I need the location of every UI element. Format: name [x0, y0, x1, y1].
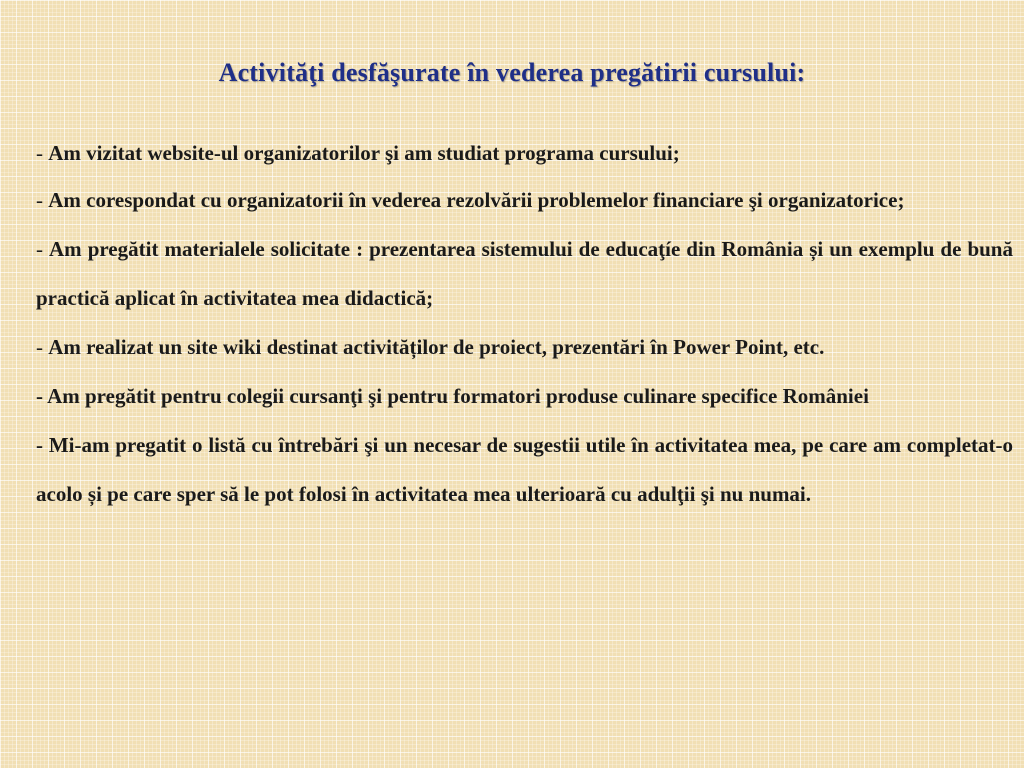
list-item	[36, 176, 1013, 225]
list-dash: -	[36, 335, 49, 359]
list-item	[36, 323, 1013, 372]
list-item-text: Am corespondat cu organizatorii în vederea rezolvării problemelor financiare şi organizatorice;	[48, 188, 905, 212]
list-item	[36, 225, 1013, 323]
activity-list	[36, 130, 1013, 519]
list-item-text: Am vizitat website-ul organizatorilor şi am studiat programa cursului;	[48, 141, 680, 165]
list-item	[36, 130, 1013, 176]
list-dash: -	[36, 237, 50, 261]
list-item-text: Am pregătit pentru colegii cursanţi şi pentru formatori produse culinare specifice României	[47, 384, 869, 408]
slide-title: Activităţi desfăşurate în vederea pregătirii cursului:	[218, 58, 806, 87]
list-item-text: Mi-am pregatit o listă cu întrebări şi un necesar de sugestii utile în activitatea mea, pe care am completat-o acolo și pe care sper să le pot folosi în activitatea mea ulterioară cu adulţii şi nu numai.	[36, 433, 1014, 506]
list-dash: -	[36, 188, 49, 212]
list-dash: -	[36, 141, 49, 165]
list-item	[36, 372, 1013, 421]
list-dash: -	[36, 384, 48, 408]
list-item	[36, 421, 1013, 519]
list-item-text: Am pregătit materialele solicitate : prezentarea sistemului de educaţíe din România și un exemplu de bună practică aplicat în activitatea mea didactică;	[36, 237, 1013, 310]
list-dash: -	[36, 433, 49, 457]
list-item-text: Am realizat un site wiki destinat activităților de proiect, prezentări în Power Point, etc.	[48, 335, 825, 359]
